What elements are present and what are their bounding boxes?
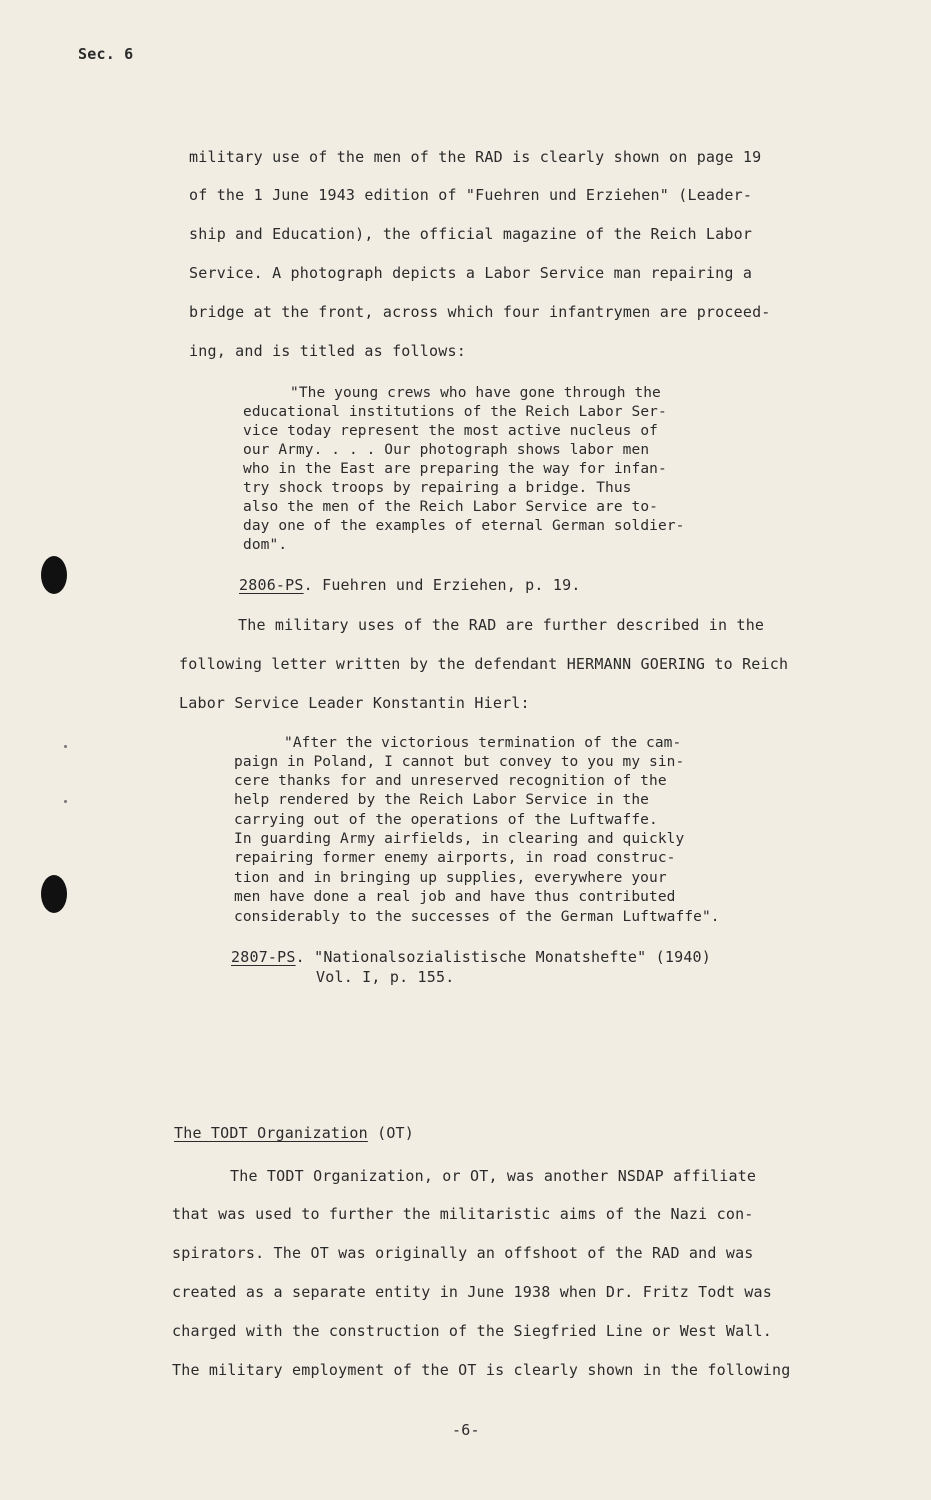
quote-line: repairing former enemy airports, in road construc- [234, 850, 676, 866]
paragraph-line: Labor Service Leader Konstantin Hierl: [179, 694, 530, 712]
quote-line: who in the East are preparing the way for infan- [243, 461, 667, 477]
citation-ref: 2807-PS [231, 948, 296, 966]
quote-line: dom". [243, 537, 288, 553]
paragraph-line: Service. A photograph depicts a Labor Service man repairing a [189, 264, 753, 282]
quote-line: also the men of the Reich Labor Service are to- [243, 499, 658, 515]
quote-line: In guarding Army airfields, in clearing and quickly [234, 831, 685, 847]
paragraph-line: The TODT Organization, or OT, was another NSDAP affiliate [230, 1167, 757, 1185]
page-number: -6- [452, 1421, 480, 1439]
quote-line: vice today represent the most active nucleus of [243, 423, 658, 439]
quote-line: day one of the examples of eternal German soldier- [243, 518, 685, 534]
speck [64, 745, 67, 748]
paragraph-line: charged with the construction of the Siegfried Line or West Wall. [172, 1322, 772, 1340]
quote-line: men have done a real job and have thus contributed [234, 889, 676, 905]
section-heading-title: The TODT Organization [174, 1124, 368, 1142]
quote-line: carrying out of the operations of the Luftwaffe. [234, 812, 658, 828]
citation [231, 948, 711, 966]
quote-line: "The young crews who have gone through the [290, 385, 661, 401]
citation-text: . Fuehren und Erziehen, p. 19. [303, 576, 581, 594]
quote-line: our Army. . . . Our photograph shows labor men [243, 442, 650, 458]
paragraph-line: created as a separate entity in June 1938 when Dr. Fritz Todt was [172, 1283, 772, 1301]
quote-line: help rendered by the Reich Labor Service in the [234, 792, 649, 808]
paragraph-line: The military uses of the RAD are further described in the [238, 616, 765, 634]
quote-line: considerably to the successes of the German Luftwaffe". [234, 909, 720, 925]
section-heading [174, 1124, 414, 1142]
quote-line: educational institutions of the Reich Labor Ser- [243, 404, 667, 420]
speck [64, 800, 67, 803]
section-heading-suffix: (OT) [367, 1124, 415, 1142]
section-label: Sec. 6 [78, 45, 134, 63]
punch-hole-icon [41, 875, 67, 913]
paragraph-line: spirators. The OT was originally an offshoot of the RAD and was [172, 1244, 754, 1262]
paragraph-line: The military employment of the OT is clearly shown in the following [172, 1361, 791, 1379]
paragraph-line: that was used to further the militaristic aims of the Nazi con- [172, 1205, 754, 1223]
citation-line2: Vol. I, p. 155. [316, 968, 455, 986]
citation-ref: 2806-PS [239, 576, 304, 594]
quote-line: paign in Poland, I cannot but convey to you my sin- [234, 754, 685, 770]
punch-hole-icon [41, 556, 67, 594]
paragraph-line: bridge at the front, across which four infantrymen are proceed- [189, 303, 771, 321]
quote-line: tion and in bringing up supplies, everywhere your [234, 870, 667, 886]
citation-text: . "Nationalsozialistische Monatshefte" (1940) [295, 948, 712, 966]
paragraph-line: military use of the men of the RAD is clearly shown on page 19 [189, 148, 762, 166]
paragraph-line: of the 1 June 1943 edition of "Fuehren und Erziehen" (Leader- [189, 186, 753, 204]
quote-line: "After the victorious termination of the cam- [284, 735, 682, 751]
paragraph-line: following letter written by the defendant HERMANN GOERING to Reich [179, 655, 789, 673]
quote-line: try shock troops by repairing a bridge. Thus [243, 480, 632, 496]
quote-line: cere thanks for and unreserved recognition of the [234, 773, 667, 789]
paragraph-line: ship and Education), the official magazine of the Reich Labor [189, 225, 753, 243]
paragraph-line: ing, and is titled as follows: [189, 342, 466, 360]
citation [239, 576, 581, 594]
